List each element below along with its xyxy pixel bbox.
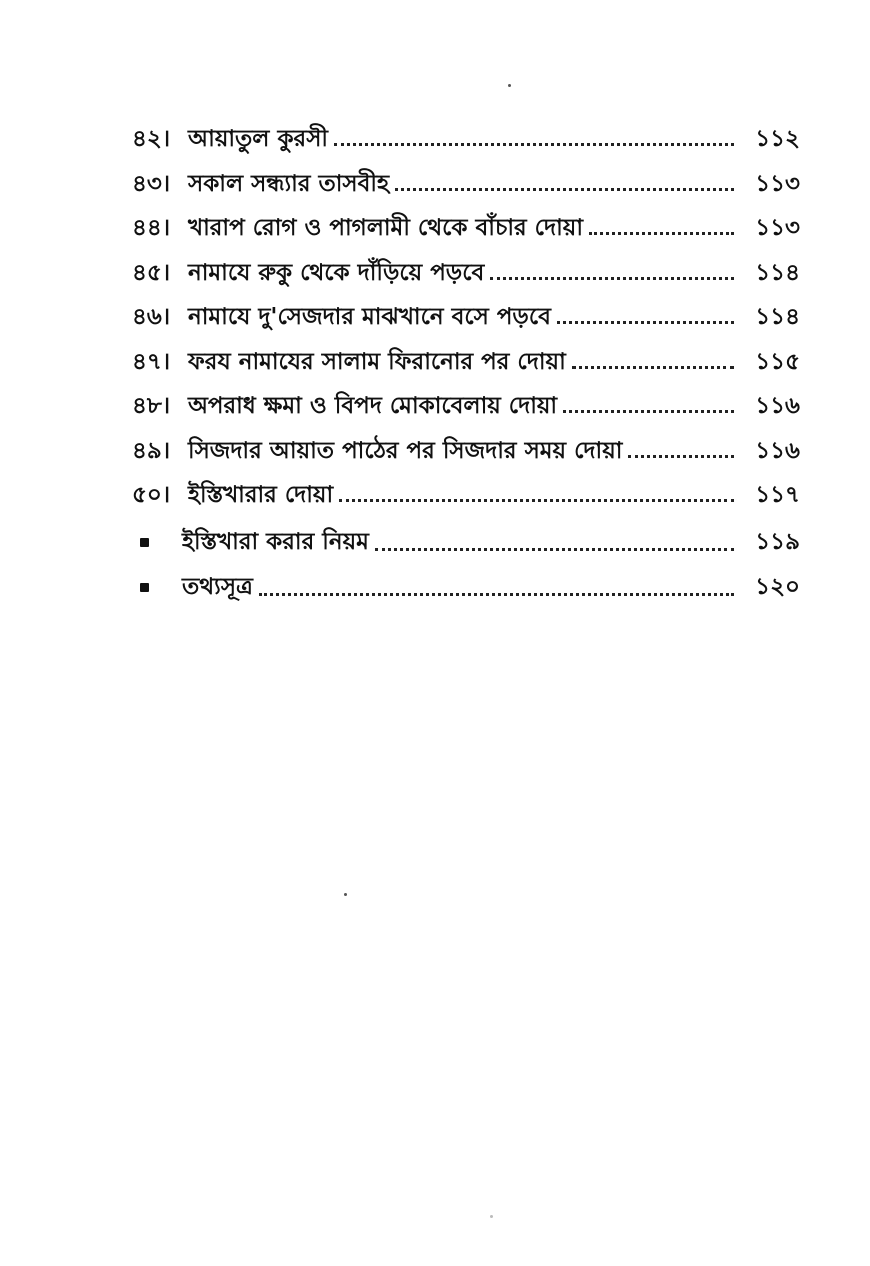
entry-title: নামাযে দু'সেজদার মাঝখানে বসে পড়বে	[188, 304, 551, 330]
entry-number: ৪২।	[132, 126, 171, 152]
page-number: ১১৭	[755, 482, 800, 508]
entry-number: ৪৬।	[132, 304, 171, 330]
entry-number: ৫০।	[132, 482, 171, 508]
toc-entry	[132, 343, 800, 388]
entry-title: ইস্তিখারা করার নিয়ম	[182, 529, 369, 556]
table-of-contents	[132, 120, 800, 610]
dot-leader	[628, 455, 734, 458]
entry-title: তথ্যসূত্র	[182, 573, 253, 600]
entry-title: সিজদার আয়াত পাঠের পর সিজদার সময় দোয়া	[188, 437, 623, 464]
square-bullet-icon	[132, 565, 182, 610]
toc-bullet-entry	[132, 521, 800, 566]
entry-number: ৪৯।	[132, 437, 171, 464]
page-number: ১১৪	[755, 304, 800, 330]
dot-leader	[339, 499, 734, 502]
entry-number: ৪৭।	[132, 348, 171, 375]
page-number: ১১৬	[755, 393, 800, 419]
page-number: ১১৫	[755, 348, 800, 375]
dot-leader	[589, 232, 734, 235]
page-number: ১২০	[755, 573, 800, 600]
paper-speck	[490, 1215, 493, 1218]
toc-bullet-entry	[132, 565, 800, 610]
entry-number: ৪৮।	[132, 393, 171, 419]
dot-leader	[395, 188, 734, 191]
paper-speck	[344, 893, 347, 896]
toc-entry	[132, 254, 800, 299]
entry-title: নামাযে রুকু থেকে দাঁড়িয়ে পড়বে	[188, 259, 485, 286]
entry-number: ৪৫।	[132, 259, 171, 286]
toc-entry	[132, 432, 800, 477]
toc-entry	[132, 120, 800, 165]
dot-leader	[334, 143, 734, 146]
dot-leader	[375, 548, 734, 551]
page-number: ১১৪	[755, 259, 800, 286]
entry-number: ৪৪।	[132, 215, 171, 241]
paper-speck	[508, 84, 511, 87]
dot-leader	[557, 321, 734, 324]
entry-title: অপরাধ ক্ষমা ও বিপদ মোকাবেলায় দোয়া	[188, 393, 558, 419]
entry-title: খারাপ রোগ ও পাগলামী থেকে বাঁচার দোয়া	[188, 215, 583, 241]
square-bullet-icon	[132, 521, 182, 566]
toc-entry	[132, 209, 800, 254]
toc-entry	[132, 165, 800, 210]
toc-entry	[132, 476, 800, 521]
page-number: ১১৩	[755, 215, 800, 241]
dot-leader	[572, 366, 734, 369]
toc-entry	[132, 387, 800, 432]
entry-title: সকাল সন্ধ্যার তাসবীহ	[188, 170, 390, 197]
page-number: ১১৯	[755, 529, 800, 556]
page-number: ১১৬	[755, 437, 800, 464]
entry-title: আয়াতুল কুরসী	[188, 126, 328, 152]
page-number: ১১৩	[755, 170, 800, 197]
entry-number: ৪৩।	[132, 170, 171, 197]
page-number: ১১২	[755, 126, 800, 152]
dot-leader	[490, 277, 734, 280]
toc-entry	[132, 298, 800, 343]
entry-title: ফরয নামাযের সালাম ফিরানোর পর দোয়া	[188, 348, 566, 375]
entry-title: ইস্তিখারার দোয়া	[188, 482, 334, 508]
dot-leader	[563, 410, 734, 413]
dot-leader	[259, 593, 734, 596]
